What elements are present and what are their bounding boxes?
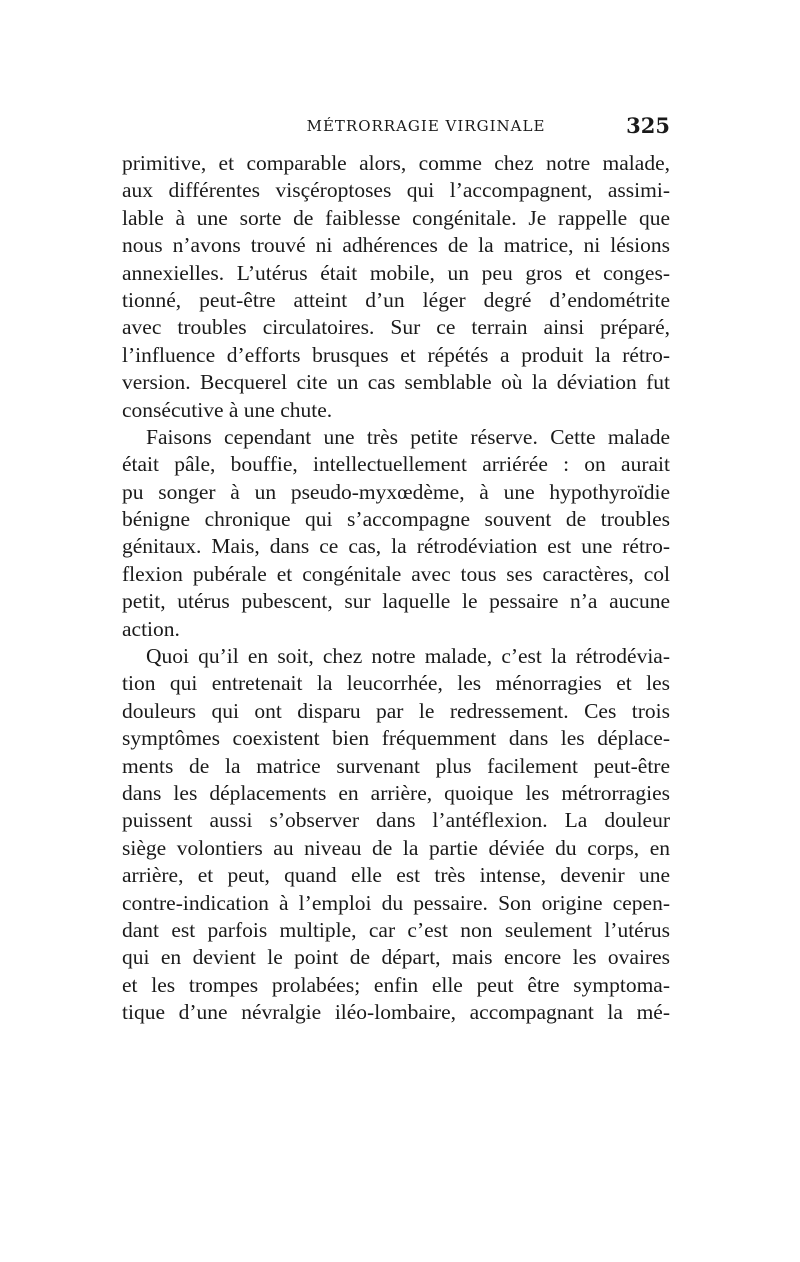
text-line: version. Becquerel cite un cas semblable où la déviation fut <box>122 370 670 395</box>
text-line: Quoi qu’il en soit, chez notre malade, c’est la rétrodévia- <box>146 644 670 669</box>
text-line: flexion pubérale et congénitale avec tous ses caractères, col <box>122 561 670 586</box>
text-line: qui en devient le point de départ, mais encore les ovaires <box>122 945 670 970</box>
text-line: contre-indication à l’emploi du pessaire. Son origine cepen- <box>122 890 670 915</box>
text-line: était pâle, bouffie, intellectuellement arriérée : on aurait <box>122 452 670 477</box>
body-text <box>122 150 670 1027</box>
text-line: tique d’une névralgie iléo-lombaire, accompagnant la mé- <box>122 1000 670 1025</box>
text-line: Faisons cependant une très petite réserve. Cette malade <box>146 424 670 449</box>
text-line: douleurs qui ont disparu par le redressement. Ces trois <box>122 698 670 723</box>
text-line: consécutive à une chute. <box>122 397 333 422</box>
text-line: puissent aussi s’observer dans l’antéflexion. La douleur <box>122 808 670 833</box>
text-line: ments de la matrice survenant plus facilement peut-être <box>122 753 670 778</box>
text-line: aux différentes visçéroptoses qui l’accompagnent, assimi- <box>122 178 670 203</box>
text-line: dans les déplacements en arrière, quoique les métrorragies <box>122 780 670 805</box>
running-title: MÉTRORRAGIE VIRGINALE <box>306 117 546 135</box>
text-line: petit, utérus pubescent, sur laquelle le pessaire n’a aucune <box>122 589 670 614</box>
text-line: arrière, et peut, quand elle est très intense, devenir une <box>122 863 670 888</box>
text-line: génitaux. Mais, dans ce cas, la rétrodéviation est une rétro- <box>122 534 670 559</box>
text-line: tion qui entretenait la leucorrhée, les ménorragies et les <box>122 671 670 696</box>
text-line: lable à une sorte de faiblesse congénitale. Je rappelle que <box>122 205 670 230</box>
text-line: siège volontiers au niveau de la partie déviée du corps, en <box>122 835 670 860</box>
text-line: et les trompes prolabées; enfin elle peut être symptoma- <box>122 972 670 997</box>
text-line: bénigne chronique qui s’accompagne souvent de troubles <box>122 507 670 532</box>
text-line: symptômes coexistent bien fréquemment dans les déplace- <box>122 726 670 751</box>
text-line: annexielles. L’utérus était mobile, un peu gros et conges- <box>122 260 670 285</box>
text-line: action. <box>122 616 180 641</box>
text-line: tionné, peut-être atteint d’un léger degré d’endométrite <box>122 287 670 312</box>
text-line: l’influence d’efforts brusques et répétés a produit la rétro- <box>122 342 670 367</box>
text-line: dant est parfois multiple, car c’est non seulement l’utérus <box>122 917 670 942</box>
text-line: nous n’avons trouvé ni adhérences de la matrice, ni lésions <box>122 233 670 258</box>
running-head <box>122 113 670 143</box>
text-line: primitive, et comparable alors, comme chez notre malade, <box>122 151 670 175</box>
page-number: 325 <box>626 113 670 138</box>
text-line: avec troubles circulatoires. Sur ce terrain ainsi préparé, <box>122 315 670 340</box>
text-line: pu songer à un pseudo-myxœdème, à une hypothyroïdie <box>122 479 670 504</box>
